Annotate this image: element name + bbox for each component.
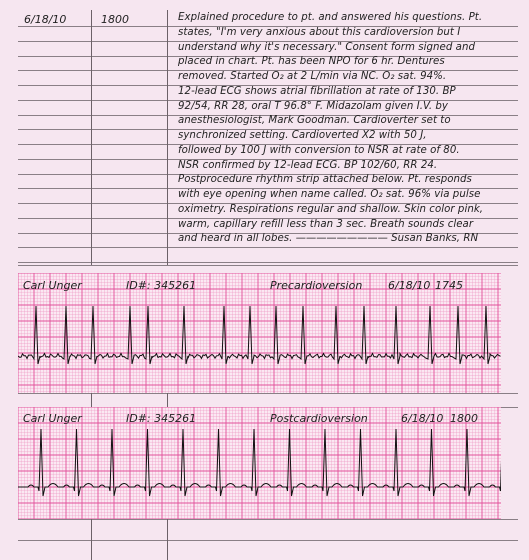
strip-time: 1745 [435,279,463,292]
strip-date: 6/18/10 [388,279,431,292]
ruled-line [18,540,518,541]
ruled-line [18,265,518,266]
strip-patient-name: Carl Unger [23,412,82,425]
strip-patient-id: ID#: 345261 [126,279,197,292]
entry-time: 1800 [101,13,129,26]
column-divider [91,10,92,265]
note-line: 92/54, RR 28, oral T 96.8° F. Midazolam given I.V. by [178,100,448,112]
ecg-strip-precardioversion [18,273,501,393]
ecg-strip-postcardioversion [18,407,501,519]
strip-date: 6/18/10 [401,412,444,425]
column-divider [167,519,168,560]
note-line: understand why it's necessary." Consent form signed and [178,41,475,53]
column-divider [91,393,92,407]
strip-patient-id: ID#: 345261 [126,412,197,425]
strip-time: 1800 [450,412,478,425]
ruled-line [18,247,518,248]
note-line: NSR confirmed by 12-lead ECG. BP 102/60, RR 24. [178,159,438,171]
note-line: Postprocedure rhythm strip attached below. Pt. responds [178,174,472,186]
strip-title: Postcardioversion [270,412,368,425]
note-line: states, "I'm very anxious about this cardioversion but I [178,26,461,38]
note-line: removed. Started O₂ at 2 L/min via NC. O₂ sat. 94%. [178,71,447,82]
note-line: followed by 100 J with conversion to NSR at rate of 80. [178,144,460,156]
ruled-line [18,393,518,394]
entry-date: 6/18/10 [24,13,67,26]
note-line: with eye opening when name called. O₂ sat. 96% via pulse [178,189,481,200]
note-line: oximetry. Respirations regular and shallow. Skin color pink, [178,203,484,215]
ruled-line [18,262,518,263]
note-line: 12-lead ECG shows atrial fibrillation at rate of 130. BP [178,85,456,97]
note-line: and heard in all lobes. ————————— Susan Banks, RN [178,233,479,245]
note-line: Explained procedure to pt. and answered his questions. Pt. [178,12,483,23]
ruled-line [18,519,518,520]
column-divider [167,393,168,407]
strip-patient-name: Carl Unger [23,279,82,292]
strip-title: Precardioversion [270,279,363,292]
note-line: synchronized setting. Cardioverted X2 with 50 J, [178,130,427,141]
note-line: warm, capillary refill less than 3 sec. Breath sounds clear [178,218,474,230]
note-line: placed in chart. Pt. has been NPO for 6 hr. Dentures [178,56,445,68]
column-divider [91,519,92,560]
column-divider [167,10,168,265]
note-line: anesthesiologist, Mark Goodman. Cardioverter set to [178,115,451,127]
